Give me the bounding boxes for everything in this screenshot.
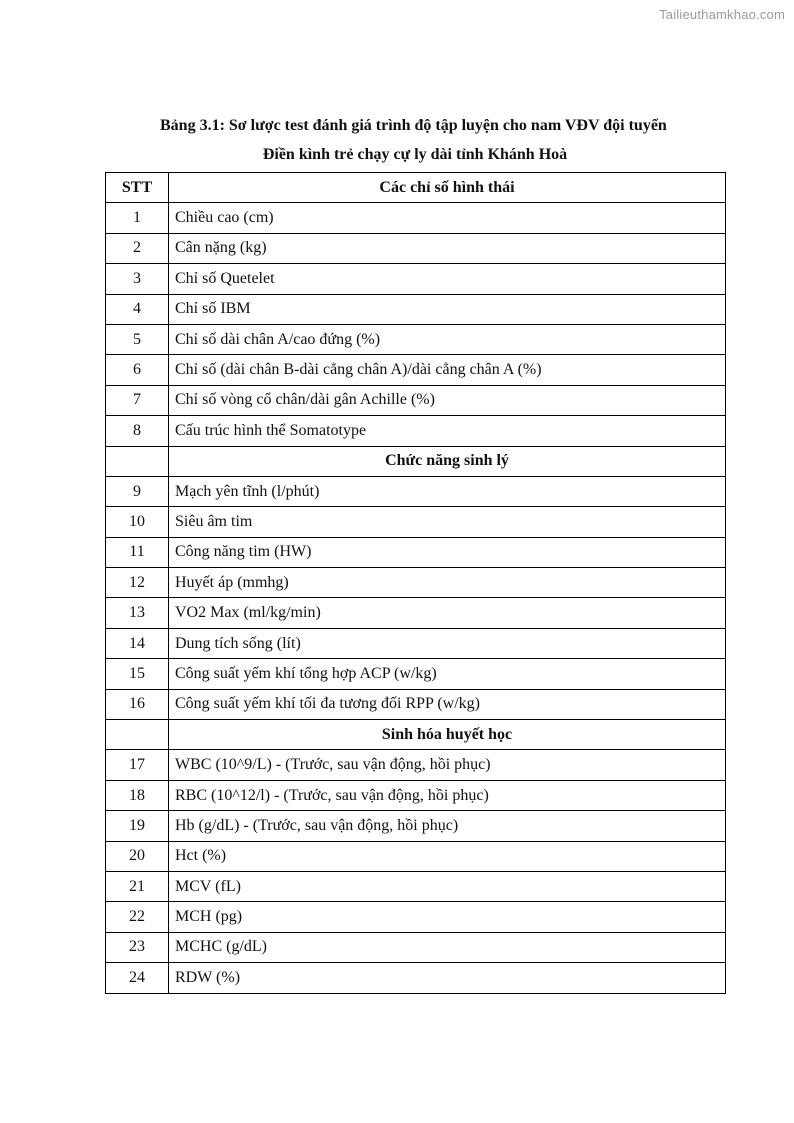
row-item: Công suất yếm khí tổng hợp ACP (w/kg) [169, 659, 726, 689]
row-stt: 12 [106, 568, 169, 598]
row-stt: 15 [106, 659, 169, 689]
row-item: Chỉ số Quetelet [169, 264, 726, 294]
row-stt: 1 [106, 203, 169, 233]
table-row [106, 659, 726, 689]
row-stt: 24 [106, 963, 169, 993]
row-item: Siêu âm tim [169, 507, 726, 537]
header-title: Các chỉ số hình thái [169, 173, 726, 203]
row-item: Dung tích sống (lít) [169, 628, 726, 658]
row-item: Cấu trúc hình thể Somatotype [169, 416, 726, 446]
table-caption-line-2: Điền kình trẻ chạy cự ly dài tỉnh Khánh Hoà [262, 146, 568, 163]
row-stt: 17 [106, 750, 169, 780]
row-item: Công năng tim (HW) [169, 537, 726, 567]
row-stt: 8 [106, 416, 169, 446]
table-row [106, 689, 726, 719]
table-row [106, 780, 726, 810]
table-row [106, 537, 726, 567]
row-stt: 2 [106, 233, 169, 263]
row-item: Chỉ số IBM [169, 294, 726, 324]
table-row [106, 628, 726, 658]
row-stt: 23 [106, 932, 169, 962]
table-header-row [106, 173, 726, 203]
table-row [106, 324, 726, 354]
table-row [106, 811, 726, 841]
row-item: Huyết áp (mmhg) [169, 568, 726, 598]
table-row [106, 233, 726, 263]
table-row [106, 385, 726, 415]
table-row [106, 871, 726, 901]
table-row [106, 203, 726, 233]
row-item: VO2 Max (ml/kg/min) [169, 598, 726, 628]
table-row [106, 963, 726, 993]
row-stt: 9 [106, 476, 169, 506]
row-item: Chỉ số (dài chân B-dài cẳng chân A)/dài cẳng chân A (%) [169, 355, 726, 385]
row-stt: 13 [106, 598, 169, 628]
row-stt: 22 [106, 902, 169, 932]
row-item: Hct (%) [169, 841, 726, 871]
row-item: WBC (10^9/L) - (Trước, sau vận động, hồi phục) [169, 750, 726, 780]
table-row [106, 416, 726, 446]
section-title: Sinh hóa huyết học [169, 720, 726, 750]
row-item: MCV (fL) [169, 871, 726, 901]
table-row [106, 750, 726, 780]
header-stt: STT [106, 173, 169, 203]
table-row [106, 507, 726, 537]
row-item: MCH (pg) [169, 902, 726, 932]
row-item: Chỉ số dài chân A/cao đứng (%) [169, 324, 726, 354]
row-item: Công suất yếm khí tối đa tương đối RPP (w/kg) [169, 689, 726, 719]
watermark-text: Tailieuthamkhao.com [659, 7, 785, 22]
row-stt: 20 [106, 841, 169, 871]
table-row [106, 932, 726, 962]
row-stt: 14 [106, 628, 169, 658]
table-row [106, 568, 726, 598]
row-stt: 21 [106, 871, 169, 901]
row-item: Chỉ số vòng cổ chân/dài gân Achille (%) [169, 385, 726, 415]
section-header-row [106, 446, 726, 476]
table-row [106, 598, 726, 628]
row-stt [106, 720, 169, 750]
row-item: MCHC (g/dL) [169, 932, 726, 962]
row-stt: 11 [106, 537, 169, 567]
row-item: Chiều cao (cm) [169, 203, 726, 233]
row-stt: 5 [106, 324, 169, 354]
table-row [106, 476, 726, 506]
row-stt: 18 [106, 780, 169, 810]
table-row [106, 355, 726, 385]
section-title: Chức năng sinh lý [169, 446, 726, 476]
test-table [105, 172, 726, 994]
row-stt: 10 [106, 507, 169, 537]
row-stt: 16 [106, 689, 169, 719]
row-stt: 3 [106, 264, 169, 294]
row-stt: 19 [106, 811, 169, 841]
row-item: RDW (%) [169, 963, 726, 993]
table-row [106, 264, 726, 294]
row-stt: 4 [106, 294, 169, 324]
table-row [106, 294, 726, 324]
row-stt: 7 [106, 385, 169, 415]
table-row [106, 902, 726, 932]
row-stt [106, 446, 169, 476]
table-row [106, 841, 726, 871]
row-item: Hb (g/dL) - (Trước, sau vận động, hồi phục) [169, 811, 726, 841]
row-item: RBC (10^12/l) - (Trước, sau vận động, hồi phục) [169, 780, 726, 810]
row-item: Mạch yên tĩnh (l/phút) [169, 476, 726, 506]
row-stt: 6 [106, 355, 169, 385]
row-item: Cân nặng (kg) [169, 233, 726, 263]
table-caption-line-1: Bảng 3.1: Sơ lược test đánh giá trình độ tập luyện cho nam VĐV đội tuyển [160, 117, 667, 134]
section-header-row [106, 720, 726, 750]
